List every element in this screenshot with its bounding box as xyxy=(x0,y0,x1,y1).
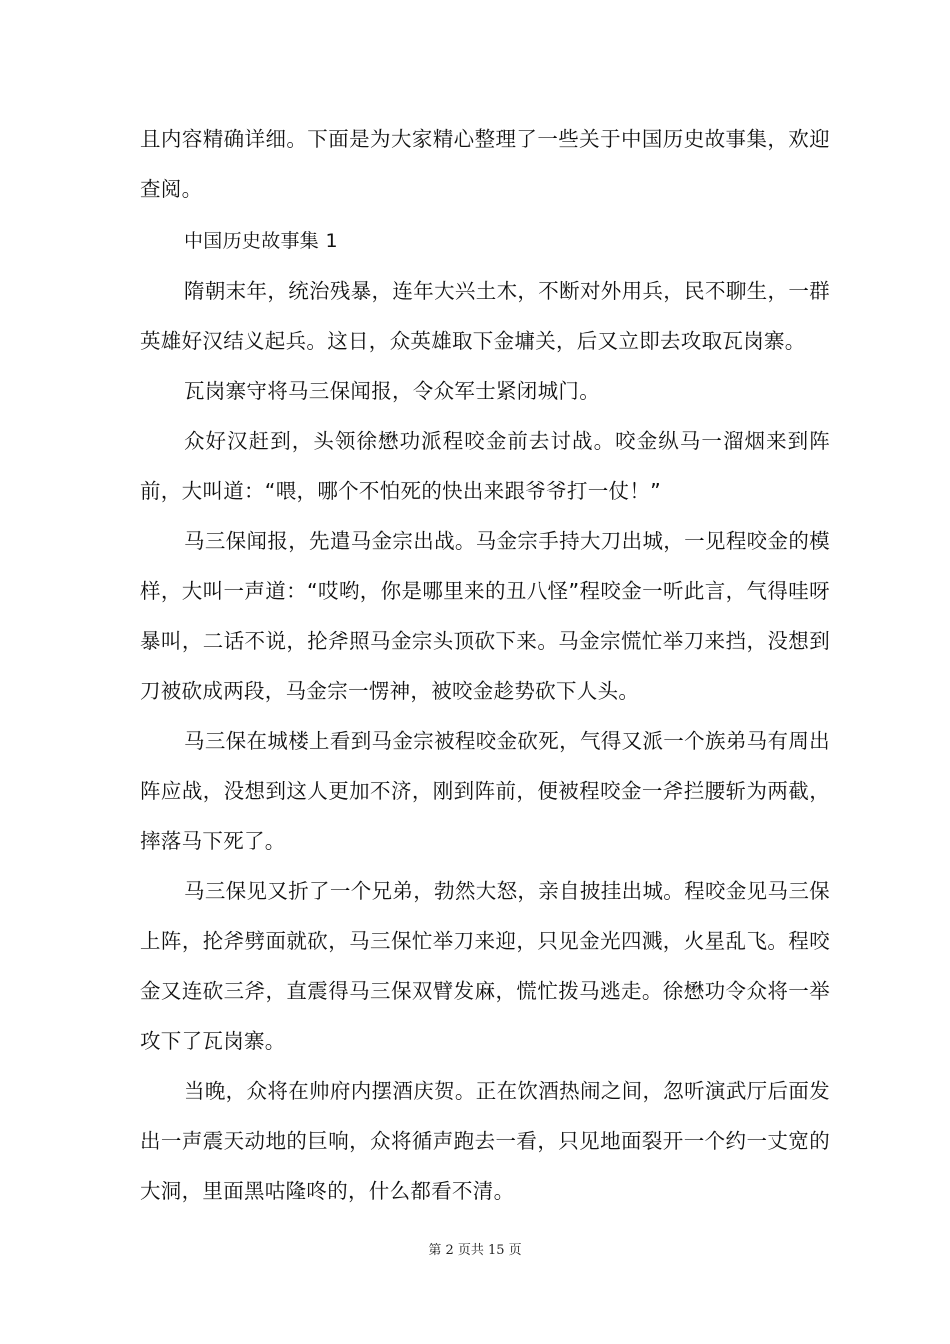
paragraph: 马三保在城楼上看到马金宗被程咬金砍死，气得又派一个族弟马有周出阵应战，没想到这人更加不济，刚到阵前，便被程咬金一斧拦腰斩为两截，摔落马下死了。 xyxy=(140,729,830,853)
section-heading: 中国历史故事集 1 xyxy=(184,230,338,252)
paragraph: 众好汉赶到，头领徐懋功派程咬金前去讨战。咬金纵马一溜烟来到阵前，大叫道：“喂，哪个不怕死的快出来跟爷爷打一仗！” xyxy=(140,429,830,503)
document-body xyxy=(140,114,830,1216)
paragraph: 马三保见又折了一个兄弟，勃然大怒，亲自披挂出城。程咬金见马三保上阵，抡斧劈面就砍，马三保忙举刀来迎，只见金光四溅，火星乱飞。程咬金又连砍三斧，直震得马三保双臂发麻，慌忙拨马逃走。徐懋功令众将一举攻下了瓦岗寨。 xyxy=(140,879,830,1053)
paragraph-intro-continued: 且内容精确详细。下面是为大家精心整理了一些关于中国历史故事集，欢迎查阅。 xyxy=(140,127,830,201)
paragraph: 隋朝末年，统治残暴，连年大兴土木，不断对外用兵，民不聊生，一群英雄好汉结义起兵。这日，众英雄取下金墉关，后又立即去攻取瓦岗寨。 xyxy=(140,279,830,353)
paragraph: 瓦岗寨守将马三保闻报，令众军士紧闭城门。 xyxy=(184,379,600,403)
paragraph: 当晚，众将在帅府内摆酒庆贺。正在饮酒热闹之间，忽听演武厅后面发出一声震天动地的巨响，众将循声跑去一看，只见地面裂开一个约一丈宽的大洞，里面黑咕隆咚的，什么都看不清。 xyxy=(140,1079,830,1203)
paragraph: 马三保闻报，先遣马金宗出战。马金宗手持大刀出城，一见程咬金的模样，大叫一声道：“哎哟，你是哪里来的丑八怪”程咬金一听此言，气得哇呀暴叫，二话不说，抡斧照马金宗头顶砍下来。马金宗慌忙举刀来挡，没想到刀被砍成两段，马金宗一愣神，被咬金趁势砍下人头。 xyxy=(140,529,830,703)
page-number-footer: 第 2 页共 15 页 xyxy=(428,1243,522,1258)
